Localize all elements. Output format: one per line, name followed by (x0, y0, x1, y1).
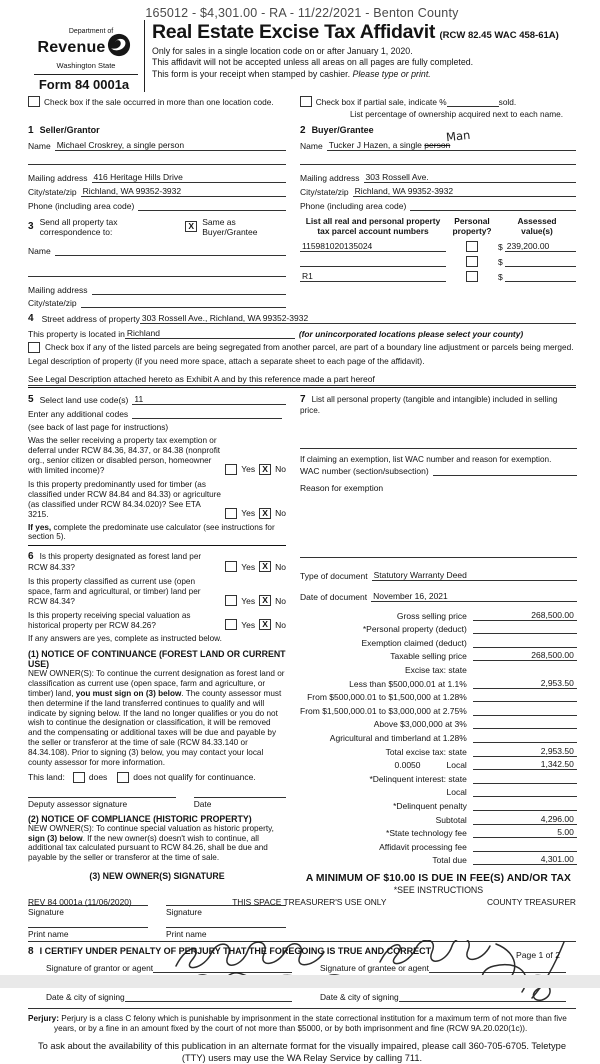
seller-city-input[interactable]: Richland, WA 99352-3932 (81, 186, 286, 197)
does-not-label: does not qualify for continuance. (133, 772, 256, 783)
grantor-signature-label: Signature of grantor or agent (46, 963, 154, 974)
parcel-number-input[interactable] (300, 256, 446, 267)
ownership-percentage-note: List percentage of ownership acquired next to each name. (350, 109, 564, 119)
tax-row (300, 678, 577, 689)
grantee-date-city-label: Date & city of signing (320, 992, 399, 1003)
q6b-no-checkbox[interactable]: X (259, 595, 271, 606)
header-note-2: This affidavit will not be accepted unless all areas on all pages are fully completed. (152, 57, 474, 67)
personal-property-input[interactable] (300, 438, 577, 449)
section2-number: 2 (300, 125, 306, 136)
parcel-table (300, 241, 576, 282)
dor-logo-block (28, 20, 140, 92)
seller-mailing-label: Mailing address (28, 172, 88, 183)
tax-row-label: *Personal property (deduct) (362, 624, 467, 635)
parcel-row (300, 271, 576, 282)
if-any-yes-note: If any answers are yes, complete as instructed below. (28, 634, 222, 644)
page-number: Page 1 of 2 (516, 950, 560, 960)
section3-label: Send all property tax correspondence to: (39, 216, 118, 237)
q6a-no-checkbox[interactable]: X (259, 561, 271, 572)
tax-row-value[interactable] (473, 637, 577, 648)
if-yes-note: If yes, complete the predominate use calculator (see instructions for section 5). (28, 523, 286, 547)
tax-row-value[interactable]: 2,953.50 (473, 678, 577, 689)
notice1-title: (1) NOTICE OF CONTINUANCE (FOREST LAND OR CURRENT USE) (28, 649, 286, 670)
affidavit-page: 165012 - $4,301.00 - RA - 11/22/2021 - Benton County Department of Revenue Washington State Form 84 0001a Real Estate Excise Tax Affidavit (RCW 82.45 WAC 458-61A) Only for sales in a single location code on or after January 1, 2020. This affidavit will not be accepted unless all areas on all pages are fully completed. This form is your receipt when stamped by cashier. Please type or print. Check box if the sale occurred in more than one location code. Check box if partial sale, indicate % sold. List percentage of ownership acquired next to each name. 1 Seller/Grantor Name Michael Croskrey, a single person Mailing address 416 Heritage Hills Drive City/state/zip Richland, WA 99352-3932 Phone (including area code) 3 Send all property tax correspondence to: X Same as Buyer/Grantee Name Mailing address City/state/zip 2 Buyer/Grantee Name Tucker J Hazen, a single person Man Mailing address 303 Rossell Ave. City/state/zip Richland, WA 99352-3932 Phone (including area code) List all real and personal property tax parcel account numbers Personal property? Assessed value(s) 115981020135024 $ 239,200.00 $ R1 $ 4 Street address of property 303 Rossell Ave., Richland, WA 99352-3932 This property is located in Richland (for unincorporated locations please select your county) Check box if any of the listed parcels are being segregated from another parcel, are part of a boundary line adjustment or parcels being merged. Legal description of property (if you need more space, attach a separate sheet to each page of the affidavit). See Legal Description attached hereto as Exhibit A and by this reference made a part hereof 5 Select land use code(s) 11 Enter any additional codes (see back of last page for instructions) Was the seller receiving a property tax exemption or deferral under RCW 84.36, 84.37, or 84.38 (nonprofit org., senior citizen or disabled person, homeowner with limited income)? Yes X No Is this property predominantly used for timber (as classified under RCW 84.84 and 84.33) or agriculture (as classified under RCW 84.34.020)? See ETA 3215. Yes X No If yes, complete the predominate use calculator (see instructions for section 5). 6 Is this property designated as forest land per RCW 84.33? Yes X No Is this property classified as current use (open space, farm and agricultural, or timber) land per RCW 84.34? Yes X No Is this property receiving special valuation as historical property per RCW 84.26? Yes X No If any answers are yes, complete as instructed below. (1) NOTICE OF CONTINUANCE (FOREST LAND OR CURRENT USE) NEW OWNER(S): To continue the current designation as forest land or classification as current use (open space, farm and agriculture, or timber) land, you must sign on (3) below. The county assessor must then determine if the land transferred continues to qualify and will indicate by signing below. If the land no longer qualifies or you do not wish to continue the designation or classification, it will be removed and the compensating or additional taxes will be due and payable by the seller or transferor at the time of sale (RCW 84.33.140 or 84.34.108). Prior to signing (3) below, you may contact your local county assessor for more information. This land: does does not qualify for continuance. Deputy assessor signature Date (2) NOTICE OF COMPLIANCE (HISTORIC PROPERTY) NEW OWNER(S): To continue special valuation as historic property, sign (3) below. If the new owner(s) doesn't wish to continue, all additional tax calculated pursuant to RCW 84.26, shall be due and payable by the seller or transferor at the time of sale. (3) NEW OWNER(S) SIGNATURE Signature Signature Print name Print name 7 List all personal property (tangible and intangible) included in selling price. If claiming an exemption, list WAC number and reason for exemption. WAC number (section/subsection) Reason for exemption Type of document Statutory Warranty Deed Date of document November 16, 2021 Gross selling price 268,500.00 *Personal property (deduct) Exemption claimed (deduct) Taxable selling price 268,500.00 Excise tax: state Less than $500,000.01 at 1.1% 2,953.50 From $500,000.01 to $1,500,000 at 1.28% From $1,500,000.01 to $3,000,000 at 2.75% Above $3,000,000 at 3% Agricultural and timberland at 1.28% Total excise tax: state 2,953.50 0.0050 Local 1,342.50 *Delinquent interest: state Local *Delinquent penalty Subtotal 4,296.00 *State technology fee 5.00 Affidavit processing fee Total due 4,301.00 A MINIMUM OF $10.00 IS DUE IN FEE(S) AND/OR TAX *SEE INSTRUCTIONS 8 I CERTIFY UNDER PENALTY OF PERJURY THAT THE FOREGOING IS TRUE AND CORRECT Signature of grantor or agent Date & city of signing Signature of grantee or agent Date & city of signing Perjury: Perjury is a class C felony which is punishable by imprisonment in the state correctional institution for a maximum term of not more than five years, or by a fine in an amount fixed by the court of not more than $5000, or by both imprisonment and fine (RCW 9A.20.020(1c)). To ask about the availability of this publication in an alternate format for the visually impaired, please call 360-705-6705. Teletype (TTY) users may use the WA Relay Service by calling 711. REV 84 0001a (11/06/2020) THIS SPACE TREASURER'S USE ONLY COUNTY TREASURER Page 1 of 2 (0, 0, 600, 988)
parcel-row (300, 256, 576, 267)
assessed-value-input[interactable] (505, 272, 576, 282)
doc-date-input[interactable]: November 16, 2021 (371, 591, 577, 602)
buyer-mailing-label: Mailing address (300, 172, 360, 183)
buyer-name-overflow-line[interactable] (300, 154, 576, 165)
corr-name-overflow-line[interactable] (28, 266, 286, 277)
tax-row (300, 827, 577, 838)
tax-row-value[interactable] (473, 800, 577, 811)
tax-row (300, 854, 577, 865)
doc-date-label: Date of document (300, 591, 368, 602)
parcel-table-header: List all real and personal property tax parcel account numbers Personal property? Assessed value(s) (305, 215, 557, 236)
new-owner-printname-line-1[interactable]: Print name (28, 927, 148, 939)
seller-phone-label: Phone (including area code) (28, 200, 135, 211)
same-as-buyer-checkbox[interactable]: X (185, 221, 197, 232)
reason-for-exemption-label: Reason for exemption (300, 482, 384, 493)
certify-statement: I CERTIFY UNDER PENALTY OF PERJURY THAT THE FOREGOING IS TRUE AND CORRECT (39, 946, 432, 957)
personal-property-checkbox[interactable] (466, 271, 478, 282)
grantee-signature-input[interactable] (429, 963, 566, 973)
tax-row-value[interactable]: 5.00 (473, 827, 577, 838)
land-use-label: Select land use code(s) (39, 395, 129, 405)
tax-row-label: Taxable selling price (390, 651, 467, 662)
new-owner-signature-line-2[interactable]: Signature (166, 905, 286, 917)
segregated-checkbox[interactable] (28, 342, 40, 353)
multi-location-label: Check box if the sale occurred in more than one location code. (44, 97, 274, 107)
perjury-note: Perjury: Perjury is a class C felony which is punishable by imprisonment in the state correctional institution for a maximum term of not more than five years, or by a fine in an amount fixed by the court of not more than $5000, or by both imprisonment and fine (RCW 9A.20.020(1c)). (28, 1014, 567, 1034)
segregated-label: Check box if any of the listed parcels are being segregated from another parcel, are part of a boundary line adjustment or parcels being merged. (45, 342, 574, 352)
currency-symbol: $ (498, 271, 503, 282)
street-address-input[interactable]: 303 Rossell Ave., Richland, WA 99352-3932 (140, 313, 576, 324)
tax-row (300, 623, 577, 634)
tax-row (300, 746, 577, 757)
exemption-question: Was the seller receiving a property tax exemption or deferral under RCW 84.36, 84.37, or 84.38 (nonprofit org., senior citizen or disabled person, homeowner with limited income)? (28, 435, 221, 475)
notice2-body: NEW OWNER(S): To continue special valuation as historic property, sign (3) below. If the new owner(s) doesn't wish to continue, all additional tax calculated pursuant to RCW 84.26, shall be due and payable by the seller or transferor at the time of sale. (28, 823, 274, 863)
notice2-title: (2) NOTICE OF COMPLIANCE (HISTORIC PROPERTY) (28, 813, 252, 824)
buyer-mailing-input[interactable]: 303 Rossell Ave. (364, 172, 576, 183)
partial-sale-checkbox[interactable] (300, 96, 312, 107)
partial-sale-label: Check box if partial sale, indicate % (315, 97, 447, 107)
does-qualify-checkbox[interactable] (73, 772, 85, 783)
county-treasurer-label: COUNTY TREASURER (486, 897, 576, 907)
doc-type-label: Type of document (300, 570, 368, 581)
tax-row-label: *State technology fee (386, 828, 467, 839)
partial-sale-percent-input[interactable] (447, 106, 499, 107)
tax-row-label: From $500,000.01 to $1,500,000 at 1.28% (307, 692, 467, 703)
tax-row (300, 786, 577, 797)
wac-number-label: WAC number (section/subsection) (300, 465, 429, 476)
tax-row-value[interactable] (473, 841, 577, 852)
additional-codes-label: Enter any additional codes (28, 408, 129, 419)
this-land-label: This land: (28, 772, 65, 783)
deputy-assessor-signature-line[interactable]: Deputy assessor signature (28, 797, 176, 809)
does-label: does (88, 772, 108, 783)
personal-property-checkbox[interactable] (466, 256, 478, 267)
tax-row (300, 705, 577, 716)
footer-row (28, 897, 576, 907)
tax-row-label: Exemption claimed (deduct) (361, 637, 467, 648)
q6c-no-checkbox[interactable]: X (259, 619, 271, 630)
parcel-number-input[interactable]: 115981020135024 (300, 241, 446, 252)
tax-row-value[interactable] (473, 623, 577, 634)
see-back-note: (see back of last page for instructions) (28, 421, 169, 432)
q5b-no-checkbox[interactable]: X (259, 508, 271, 519)
q5a-no-checkbox[interactable]: X (259, 464, 271, 475)
grantee-date-city-input[interactable] (399, 992, 566, 1002)
seller-name-label: Name (28, 140, 51, 151)
q6b-yes-checkbox[interactable] (225, 595, 237, 606)
bottom-scan-artifact-bar (0, 975, 600, 988)
corr-mailing-input[interactable] (92, 285, 286, 295)
minimum-due-note: A MINIMUM OF $10.00 IS DUE IN FEE(S) AND/OR TAX (305, 873, 572, 885)
tax-row-label: Agricultural and timberland at 1.28% (329, 733, 467, 744)
located-in-label: This property is located in (28, 328, 125, 339)
new-owners-signature-title: (3) NEW OWNER(S) SIGNATURE (89, 871, 225, 882)
seller-name-input[interactable]: Michael Croskrey, a single person (55, 140, 286, 151)
form-title: Real Estate Excise Tax Affidavit (152, 21, 436, 43)
assessed-value-input[interactable]: 239,200.00 (505, 241, 576, 252)
section1-heading: Seller/Grantor (39, 125, 100, 135)
section7-text: 7 List all personal property (tangible and intangible) included in selling price. (300, 394, 558, 415)
tax-row-value[interactable] (473, 773, 577, 784)
tax-row-label: Total due (432, 855, 467, 866)
located-in-input[interactable]: Richland (125, 328, 295, 339)
section1-number: 1 (28, 125, 34, 136)
tax-row-label: Less than $500,000.01 at 1.1% (349, 678, 467, 689)
buyer-city-input[interactable]: Richland, WA 99352-3932 (353, 186, 576, 197)
wac-number-input[interactable] (433, 466, 577, 476)
assessed-value-input[interactable] (505, 257, 576, 267)
seller-mailing-input[interactable]: 416 Heritage Hills Drive (92, 172, 286, 183)
title-block (144, 20, 576, 92)
sold-label: sold. (498, 97, 517, 107)
divider (28, 1008, 576, 1009)
buyer-name-struck-word: person (424, 139, 451, 150)
section3-number: 3 (28, 221, 34, 232)
does-not-qualify-checkbox[interactable] (117, 772, 129, 783)
q5a-yes-checkbox[interactable] (225, 464, 237, 475)
current-use-question: Is this property classified as current use (open space, farm and agricultural, or timber) land per RCW 84.34? (28, 577, 201, 607)
rcw-reference: (RCW 82.45 WAC 458-61A) (439, 30, 559, 41)
section8-number: 8 (28, 946, 34, 958)
personal-property-checkbox[interactable] (466, 241, 478, 252)
tax-row-label: *Delinquent penalty (393, 801, 467, 811)
tax-row-label: Subtotal (435, 814, 467, 825)
historical-question: Is this property receiving special valuation as historical property per RCW 84.26? (28, 611, 191, 631)
tax-row-label: Gross selling price (396, 610, 467, 621)
handwritten-man-annotation: Man (445, 127, 471, 144)
deputy-date-line[interactable]: Date (194, 797, 286, 809)
seller-phone-input[interactable] (138, 201, 286, 211)
additional-codes-input[interactable] (132, 409, 282, 419)
corr-city-input[interactable] (81, 298, 286, 308)
top-check-row (28, 96, 576, 107)
tax-row-value[interactable] (473, 786, 577, 797)
grantor-date-city-label: Date & city of signing (46, 992, 125, 1003)
see-instructions-note: *SEE INSTRUCTIONS (393, 885, 484, 896)
corr-city-label: City/state/zip (28, 298, 77, 308)
tax-row-label: Affidavit processing fee (379, 841, 467, 852)
tax-row-label: 0.0050 Local (394, 760, 467, 771)
tax-row (300, 610, 577, 621)
grantee-signature-label: Signature of grantee or agent (320, 963, 429, 974)
reason-for-exemption-input[interactable] (300, 547, 577, 558)
revenue-wordmark: Revenue (37, 38, 106, 56)
dor-logo-icon (107, 33, 131, 62)
tax-row (300, 773, 577, 784)
seller-city-label: City/state/zip (28, 187, 77, 197)
tax-row-label: Total excise tax: state (385, 746, 467, 757)
tax-row-value[interactable]: 1,342.50 (473, 759, 577, 770)
tax-row (300, 650, 577, 661)
tax-row-value[interactable]: 268,500.00 (473, 650, 577, 661)
buyer-city-label: City/state/zip (300, 187, 349, 197)
tax-row-value[interactable] (473, 732, 577, 743)
section4-number: 4 (28, 313, 34, 324)
exemption-note: If claiming an exemption, list WAC number and reason for exemption. (300, 454, 552, 464)
alternate-format-note: To ask about the availability of this publication in an alternate format for the visually impaired, please call 360-705-6705. Teletype (TTY) users may use the WA Relay Service by calling 711. (38, 1040, 566, 1063)
q6c-yes-checkbox[interactable] (225, 619, 237, 630)
parcel-row (300, 241, 576, 252)
tax-row (300, 841, 577, 852)
treasurer-space-label: THIS SPACE TREASURER'S USE ONLY (232, 897, 387, 907)
seller-name-overflow-line[interactable] (28, 154, 286, 165)
buyer-name-input[interactable]: Tucker J Hazen, a single person (327, 140, 576, 151)
unincorporated-note: (for unincorporated locations please select your county) (298, 328, 524, 339)
notice1-body: NEW OWNER(S): To continue the current designation as forest land or classification as current use (open space, farm and agriculture, or timber) land, you must sign on (3) below. The county assessor must then determine if the land transferred continues to qualify and will indicate by signing below. If the land no longer qualifies or you do not wish to continue the designation or classification, it will be removed and the compensating or additional taxes will be due and payable by the seller or transferor at the time of sale (RCW 84.33.140 or 84.34.108). Prior to signing (3) below, you may contact your local county assessor for more information. (28, 669, 285, 767)
section5-number: 5 (28, 394, 34, 405)
buyer-phone-input[interactable] (410, 201, 576, 211)
tax-row-value[interactable] (473, 718, 577, 729)
form-header (28, 20, 576, 92)
tax-row (300, 732, 577, 743)
rev-number: REV 84 0001a (11/06/2020) (28, 897, 132, 907)
header-note-3: This form is your receipt when stamped by cashier. Please type or print. (152, 68, 431, 79)
forest-land-question: 6 Is this property designated as forest land per RCW 84.33? (28, 551, 202, 573)
corr-name-label: Name (28, 245, 51, 256)
divider (28, 941, 576, 942)
buyer-phone-label: Phone (including area code) (300, 200, 407, 211)
q6a-yes-checkbox[interactable] (225, 561, 237, 572)
tax-row-label: Above $3,000,000 at 3% (373, 719, 467, 730)
legal-description-input[interactable]: See Legal Description attached hereto as Exhibit A and by this reference made a part hereof (28, 374, 576, 386)
tax-row (300, 691, 577, 702)
q5b-yes-checkbox[interactable] (225, 508, 237, 519)
currency-symbol: $ (498, 241, 503, 252)
buyer-name-label: Name (300, 140, 323, 151)
currency-symbol: $ (498, 256, 503, 267)
legal-description-label: Legal description of property (if you need more space, attach a separate sheet to each page of the affidavit). (28, 356, 425, 366)
header-note-1: Only for sales in a single location code on or after January 1, 2020. (152, 45, 413, 56)
new-owner-signature-line-1[interactable]: Signature (28, 905, 148, 917)
section2-heading: Buyer/Grantee (311, 125, 374, 135)
tax-row-label: Excise tax: state (404, 665, 467, 676)
tax-row-label: *Delinquent interest: state (369, 773, 467, 784)
tax-row-value[interactable]: 4,301.00 (473, 854, 577, 865)
tax-row (300, 637, 577, 648)
tax-row-label: Local (446, 787, 467, 798)
corr-mailing-label: Mailing address (28, 284, 88, 295)
tax-row-value[interactable]: 2,953.50 (473, 746, 577, 757)
dept-of-label: Department of (68, 28, 114, 35)
form-number: Form 84 0001a (38, 77, 130, 92)
tax-row (300, 800, 577, 811)
tax-row-value[interactable] (473, 691, 577, 702)
multi-location-checkbox[interactable] (28, 96, 40, 107)
parcel-number-input[interactable]: R1 (300, 271, 446, 282)
tax-row-value[interactable] (473, 705, 577, 716)
grantor-signature-input[interactable] (153, 963, 292, 973)
tax-computation-table (300, 610, 577, 866)
tax-row-label: From $1,500,000.01 to $3,000,000 at 2.75% (300, 705, 467, 716)
corr-name-input[interactable] (55, 246, 286, 256)
treasurer-stamp: 165012 - $4,301.00 - RA - 11/22/2021 - Benton County (145, 6, 459, 20)
street-address-label: Street address of property (41, 314, 140, 324)
land-use-input[interactable]: 11 (132, 394, 286, 405)
tax-row (300, 664, 577, 675)
tax-row (300, 814, 577, 825)
new-owner-printname-line-2[interactable]: Print name (166, 927, 286, 939)
same-as-buyer-label: Same as Buyer/Grantee (202, 216, 258, 237)
tax-row (300, 759, 577, 770)
grantor-date-city-input[interactable] (125, 992, 292, 1002)
doc-type-input[interactable]: Statutory Warranty Deed (372, 570, 577, 581)
timber-question: Is this property predominantly used for timber (as classified under RCW 84.84 and 84.33) or agriculture (as classified under RCW 84.34.020)? See ETA 3215. (28, 479, 221, 519)
tax-row-value[interactable]: 4,296.00 (473, 814, 577, 825)
tax-row (300, 718, 577, 729)
tax-row-value[interactable] (473, 664, 577, 675)
washington-state-label: Washington State (34, 61, 138, 75)
tax-row-value[interactable]: 268,500.00 (473, 610, 577, 621)
